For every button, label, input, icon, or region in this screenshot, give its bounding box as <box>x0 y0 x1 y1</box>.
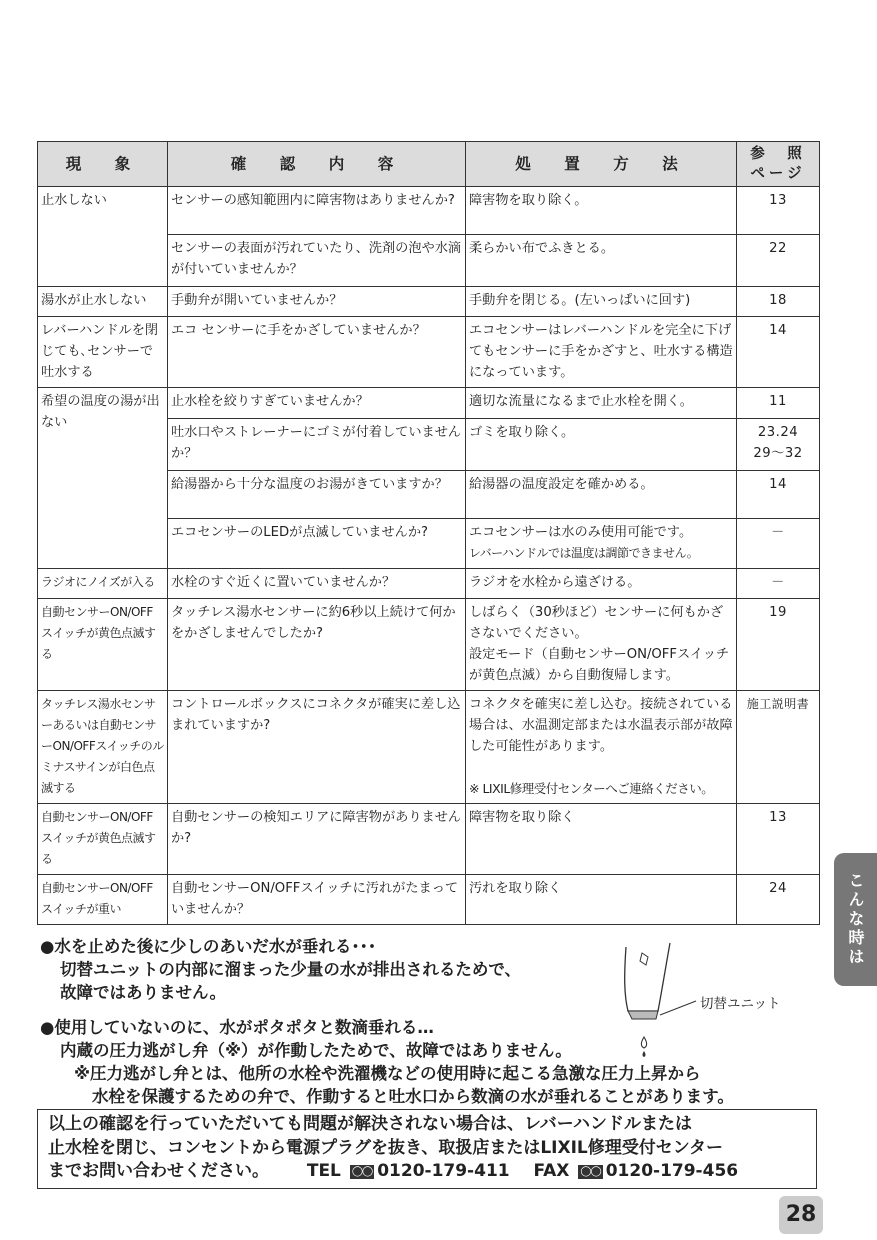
fax-label: FAX <box>533 1161 570 1181</box>
remedy-cell: 手動弁を閉じる。(左いっぱいに回す) <box>466 287 737 317</box>
check-cell: エコ センサーに手をかざしていませんか？ <box>168 317 466 388</box>
remedy-cell <box>466 519 737 569</box>
remedy-cell: 障害物を取り除く <box>466 804 737 875</box>
remedy-cell: エコセンサーはレバーハンドルを完全に下げてもセンサーに手をかざすと、吐水する構造になっています。 <box>466 317 737 388</box>
header-ref <box>737 142 820 187</box>
note2-line: 内蔵の圧力逃がし弁（※）が作動したためで、故障ではありません。 <box>60 1041 572 1060</box>
table-header-row <box>38 142 820 187</box>
contact-box <box>37 1109 817 1189</box>
header-ref-line1: 参 照 <box>750 146 806 162</box>
note1-line: 故障ではありません。 <box>60 983 226 1002</box>
remedy-cell: 柔らかい布でふきとる。 <box>466 235 737 287</box>
symptom-cell: タッチレス湯水センサーあるいは自動センサーON/OFFスイッチのルミナスサインが白色点滅する <box>38 691 168 804</box>
note2-line: 水栓を保護するための弁で、作動すると吐水口から数滴の水が垂れることがあります。 <box>92 1087 734 1106</box>
check-cell: コントロールボックスにコネクタが確実に差し込まれていますか? <box>168 691 466 804</box>
symptom-cell: 自動センサーON/OFFスイッチが重い <box>38 875 168 925</box>
tel-number: 0120-179-411 <box>377 1161 510 1181</box>
header-remedy: 処 置 方 法 <box>466 142 737 187</box>
check-cell: エコセンサーのLEDが点滅していませんか? <box>168 519 466 569</box>
symptom-cell: 希望の温度の湯が出ない <box>38 388 168 569</box>
side-tab-label: こんな時は <box>846 872 865 967</box>
check-cell: 自動センサーON/OFFスイッチに汚れがたまっていませんか？ <box>168 875 466 925</box>
ref-cell: 14 <box>737 317 820 388</box>
table-row <box>38 599 820 691</box>
ref-cell: － <box>737 519 820 569</box>
note2-title: ●使用していないのに、水がポタポタと数滴垂れる… <box>40 1018 434 1037</box>
symptom-cell: ラジオにノイズが入る <box>38 569 168 599</box>
contact-line-prefix: までお問い合わせください。 <box>48 1161 269 1181</box>
ref-cell: 24 <box>737 875 820 925</box>
symptom-cell: 自動センサーON/OFFスイッチが黄色点滅する <box>38 599 168 691</box>
remedy-text: コネクタを確実に差し込む。接続されている場合は、水温測定部または水温表示部が故障した可能性があります。 <box>469 697 733 754</box>
ref-cell: 19 <box>737 599 820 691</box>
table-row <box>38 388 820 419</box>
contact-line <box>48 1160 806 1184</box>
contact-line: 止水栓を閉じ、コンセントから電源プラグを抜き、取扱店またはLIXIL修理受付センター <box>48 1137 724 1158</box>
remedy-cell: 適切な流量になるまで止水栓を開く。 <box>466 388 737 419</box>
remedy-cell: ゴミを取り除く。 <box>466 419 737 471</box>
free-dial-icon: ◯◯ <box>351 1166 373 1177</box>
table-row <box>38 875 820 925</box>
note1-title: ●水を止めた後に少しのあいだ水が垂れる･･･ <box>40 937 377 956</box>
check-cell: 自動センサーの検知エリアに障害物がありませんか? <box>168 804 466 875</box>
fax-number: 0120-179-456 <box>605 1161 739 1181</box>
table-row <box>38 569 820 599</box>
faucet-icon <box>614 935 714 1060</box>
remedy-text: レバーハンドルでは温度は調節できません。 <box>469 546 699 560</box>
header-ref-line2: ページ <box>750 166 806 182</box>
remedy-text: エコセンサーは水のみ使用可能です。 <box>469 525 693 540</box>
table-row <box>38 691 820 804</box>
ref-value: 29～32 <box>753 446 803 461</box>
symptom-cell: 湯水が止水しない <box>38 287 168 317</box>
check-cell: 水栓のすぐ近くに置いていませんか？ <box>168 569 466 599</box>
ref-cell: 施工説明書 <box>737 691 820 804</box>
page-number: 28 <box>779 1196 823 1234</box>
note1-line: 切替ユニットの内部に溜まった少量の水が排出されるためで、 <box>60 960 522 979</box>
ref-cell: 18 <box>737 287 820 317</box>
check-cell: センサーの表面が汚れていたり、洗剤の泡や水滴が付いていませんか？ <box>168 235 466 287</box>
remedy-cell <box>466 691 737 804</box>
symptom-cell: レバーハンドルを閉じても､センサーで吐水する <box>38 317 168 388</box>
ref-cell: 14 <box>737 471 820 519</box>
remedy-cell: 給湯器の温度設定を確かめる。 <box>466 471 737 519</box>
check-cell: タッチレス湯水センサーに約6秒以上続けて何かをかざしませんでしたか? <box>168 599 466 691</box>
check-cell: 止水栓を絞りすぎていませんか？ <box>168 388 466 419</box>
note2-line: ※圧力逃がし弁とは、他所の水栓や洗濯機などの使用時に起こる急激な圧力上昇から <box>74 1064 701 1083</box>
header-check: 確 認 内 容 <box>168 142 466 187</box>
contact-line: 以上の確認を行っていただいても問題が解決されない場合は、レバーハンドルまたは <box>48 1114 692 1134</box>
remedy-cell: 汚れを取り除く <box>466 875 737 925</box>
ref-cell: 13 <box>737 187 820 235</box>
check-cell: センサーの感知範囲内に障害物はありませんか? <box>168 187 466 235</box>
free-dial-icon: ◯◯ <box>580 1166 601 1177</box>
remedy-cell: ラジオを水栓から遠ざける。 <box>466 569 737 599</box>
check-cell: 吐水口やストレーナーにゴミが付着していませんか？ <box>168 419 466 471</box>
remedy-text: しばらく（30秒ほど）センサーに何もかざさないでください。 <box>469 605 724 641</box>
symptom-cell: 止水しない <box>38 187 168 287</box>
table-row <box>38 287 820 317</box>
remedy-text: 設定モード（自動センサーON/OFFスイッチが黄色点滅）から自動復帰します。 <box>469 647 730 683</box>
ref-cell: 22 <box>737 235 820 287</box>
section-side-tab <box>834 853 877 986</box>
check-cell: 手動弁が開いていませんか？ <box>168 287 466 317</box>
table-row <box>38 187 820 235</box>
ref-cell: 11 <box>737 388 820 419</box>
check-cell: 給湯器から十分な温度のお湯がきていますか？ <box>168 471 466 519</box>
table-row <box>38 317 820 388</box>
remedy-cell <box>466 599 737 691</box>
switch-unit-label: 切替ユニット <box>700 996 781 1012</box>
tel-label: TEL <box>306 1161 341 1181</box>
remedy-cell: 障害物を取り除く。 <box>466 187 737 235</box>
ref-value: 23.24 <box>757 425 799 440</box>
header-symptom: 現 象 <box>38 142 168 187</box>
ref-cell: 13 <box>737 804 820 875</box>
symptom-cell: 自動センサーON/OFFスイッチが黄色点滅する <box>38 804 168 875</box>
remedy-note: ※ LIXIL修理受付センターへご連絡ください。 <box>469 781 714 796</box>
ref-cell <box>737 419 820 471</box>
table-row <box>38 804 820 875</box>
troubleshooting-table <box>37 141 820 925</box>
ref-cell: － <box>737 569 820 599</box>
